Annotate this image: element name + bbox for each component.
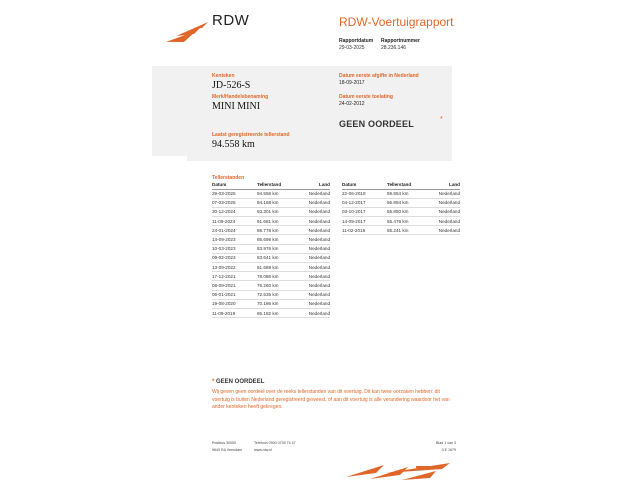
- table-row: [212, 308, 330, 317]
- cell-land: Nederland: [302, 244, 330, 253]
- col-datum: Datum: [342, 182, 387, 189]
- cell-tellerstand: 72.535 km: [257, 290, 302, 299]
- table-row: [212, 272, 330, 281]
- odometer-table-left: [212, 182, 330, 318]
- cell-tellerstand: 55.476 km: [387, 217, 432, 226]
- kenteken-label: Kenteken: [212, 73, 235, 79]
- cell-land: Nederland: [302, 263, 330, 272]
- footer-phone: Telefoon 0900 0739 74 47: [254, 441, 296, 445]
- cell-tellerstand: 55.241 km: [387, 226, 432, 235]
- cell-datum: 05-01-2021: [212, 290, 257, 299]
- cell-land: Nederland: [302, 299, 330, 308]
- merk-value: MINI MINI: [212, 101, 261, 112]
- report-title: RDW-Voertuigrapport: [339, 15, 454, 29]
- cell-datum: 29-03-2025: [212, 189, 257, 198]
- table-row: [212, 207, 330, 216]
- col-tellerstand: Tellerstand: [257, 182, 302, 189]
- tellerstand-value: 94.558 km: [212, 139, 255, 150]
- panel-tab: [187, 155, 452, 161]
- tellerstand-label: Laatst geregistreerde tellerstand: [212, 132, 290, 138]
- table-row: [342, 226, 460, 235]
- footer-contact: [254, 440, 296, 454]
- cell-land: Nederland: [432, 226, 460, 235]
- footer-address: [212, 440, 242, 454]
- cell-tellerstand: 59.654 km: [387, 189, 432, 198]
- cell-land: Nederland: [302, 207, 330, 216]
- table-row: [212, 198, 330, 207]
- cell-land: Nederland: [432, 198, 460, 207]
- eerste-toelating-value: 24-02-2012: [339, 101, 365, 107]
- footer-code: 3 E 1679: [441, 448, 456, 452]
- table-row: [212, 244, 330, 253]
- cell-land: Nederland: [302, 253, 330, 262]
- verdict-asterisk: *: [440, 116, 443, 123]
- cell-land: Nederland: [302, 198, 330, 207]
- table-row: [212, 226, 330, 235]
- cell-tellerstand: 83.976 km: [257, 244, 302, 253]
- col-datum: Datum: [212, 182, 257, 189]
- cell-tellerstand: 86.698 km: [257, 235, 302, 244]
- table-row: [212, 290, 330, 299]
- table-row: [212, 189, 330, 198]
- eerste-toelating-label: Datum eerste toelating: [339, 94, 393, 100]
- rapportdatum-label: Rapportdatum: [339, 38, 374, 44]
- cell-land: Nederland: [302, 308, 330, 317]
- col-land: Land: [432, 182, 460, 189]
- cell-datum: 08-09-2021: [212, 281, 257, 290]
- col-tellerstand: Tellerstand: [387, 182, 432, 189]
- table-row: [212, 263, 330, 272]
- rapportnummer-label: Rapportnummer: [381, 38, 420, 44]
- table-row: [212, 281, 330, 290]
- footer-website[interactable]: www.rdw.nl: [254, 448, 272, 452]
- cell-datum: 22-06-2018: [342, 189, 387, 198]
- cell-datum: 14-09-2023: [212, 235, 257, 244]
- table-row: [342, 217, 460, 226]
- footer-page-number: Blad 1 van 3: [436, 441, 456, 445]
- cell-tellerstand: 94.558 km: [257, 189, 302, 198]
- cell-tellerstand: 65.182 km: [257, 308, 302, 317]
- col-land: Land: [302, 182, 330, 189]
- table-row: [212, 299, 330, 308]
- cell-tellerstand: 88.778 km: [257, 226, 302, 235]
- odometer-table-right: [342, 182, 460, 235]
- cell-tellerstand: 78.086 km: [257, 272, 302, 281]
- cell-datum: 03-10-2017: [342, 207, 387, 216]
- table-row: [212, 253, 330, 262]
- cell-land: Nederland: [432, 217, 460, 226]
- eerste-toelating-field: [339, 94, 393, 107]
- cell-datum: 04-12-2017: [342, 198, 387, 207]
- logo-text: RDW: [212, 12, 250, 29]
- cell-land: Nederland: [432, 189, 460, 198]
- eerste-afgifte-field: [339, 73, 419, 86]
- cell-datum: 30-12-2024: [212, 207, 257, 216]
- rapportdatum-value: 29-03-2025: [339, 45, 365, 51]
- table-header-row: [342, 182, 460, 189]
- cell-tellerstand: 93.301 km: [257, 207, 302, 216]
- merk-label: Merk/Handelsbenaming: [212, 94, 269, 100]
- eerste-afgifte-label: Datum eerste afgifte in Nederland: [339, 73, 419, 79]
- cell-land: Nederland: [302, 290, 330, 299]
- eerste-afgifte-value: 18-09-2017: [339, 80, 365, 86]
- footer-page-info: [420, 440, 456, 454]
- table-row: [342, 207, 460, 216]
- footer-address-line1: Postbus 30000: [212, 441, 236, 445]
- cell-land: Nederland: [302, 235, 330, 244]
- tellerstand-field: [212, 132, 290, 150]
- verdict-text: GEEN OORDEEL: [339, 119, 414, 129]
- footnote-title-text: GEEN OORDEEL: [216, 379, 265, 385]
- rapportnummer: [381, 38, 420, 52]
- cell-land: Nederland: [302, 272, 330, 281]
- cell-land: Nederland: [302, 217, 330, 226]
- cell-tellerstand: 91.681 km: [257, 217, 302, 226]
- rdw-logo-icon: [166, 22, 208, 44]
- cell-datum: 11-09-2019: [212, 308, 257, 317]
- footer-address-line2: 9640 RA Veendam: [212, 448, 242, 452]
- cell-datum: 10-03-2023: [212, 244, 257, 253]
- cell-land: Nederland: [302, 281, 330, 290]
- cell-datum: 24-01-2024: [212, 226, 257, 235]
- rdw-stripes-icon: [346, 463, 450, 480]
- cell-tellerstand: 76.260 km: [257, 281, 302, 290]
- table-row: [212, 235, 330, 244]
- table-row: [342, 189, 460, 198]
- cell-land: Nederland: [302, 189, 330, 198]
- cell-tellerstand: 94.168 km: [257, 198, 302, 207]
- rapportnummer-value: 28.236.146: [381, 45, 407, 51]
- kenteken-field: [212, 73, 250, 91]
- footnote-star: *: [212, 379, 215, 385]
- cell-datum: 11-02-2016: [342, 226, 387, 235]
- cell-tellerstand: 55.850 km: [387, 207, 432, 216]
- table-row: [342, 198, 460, 207]
- cell-datum: 11-09-2024: [212, 217, 257, 226]
- footnote-title: [212, 379, 264, 385]
- rapportdatum: [339, 38, 373, 52]
- table-header-row: [212, 182, 330, 189]
- cell-datum: 07-03-2025: [212, 198, 257, 207]
- cell-tellerstand: 70.186 km: [257, 299, 302, 308]
- cell-datum: 09-02-2023: [212, 253, 257, 262]
- cell-tellerstand: 81.689 km: [257, 263, 302, 272]
- kenteken-value: JD-526-S: [212, 80, 251, 91]
- cell-tellerstand: 83.641 km: [257, 253, 302, 262]
- cell-datum: 17-12-2021: [212, 272, 257, 281]
- cell-tellerstand: 56.894 km: [387, 198, 432, 207]
- cell-land: Nederland: [302, 226, 330, 235]
- cell-datum: 14-09-2017: [342, 217, 387, 226]
- merk-field: [212, 94, 268, 112]
- cell-land: Nederland: [432, 207, 460, 216]
- cell-datum: 19-08-2020: [212, 299, 257, 308]
- table-row: [212, 217, 330, 226]
- tellerstanden-title: Tellerstanden: [212, 175, 245, 181]
- cell-datum: 13-09-2022: [212, 263, 257, 272]
- footnote-text: Wij geven geen oordeel over de reeks tellerstanden van dit voertuig. Dit kan twee oorzaken hebben: dit voertuig is buiten Nederland geregistreerd geweest, of aan dit voertuig is alle verandering waardoor het van ander kenteken heeft gekregen.: [212, 389, 450, 410]
